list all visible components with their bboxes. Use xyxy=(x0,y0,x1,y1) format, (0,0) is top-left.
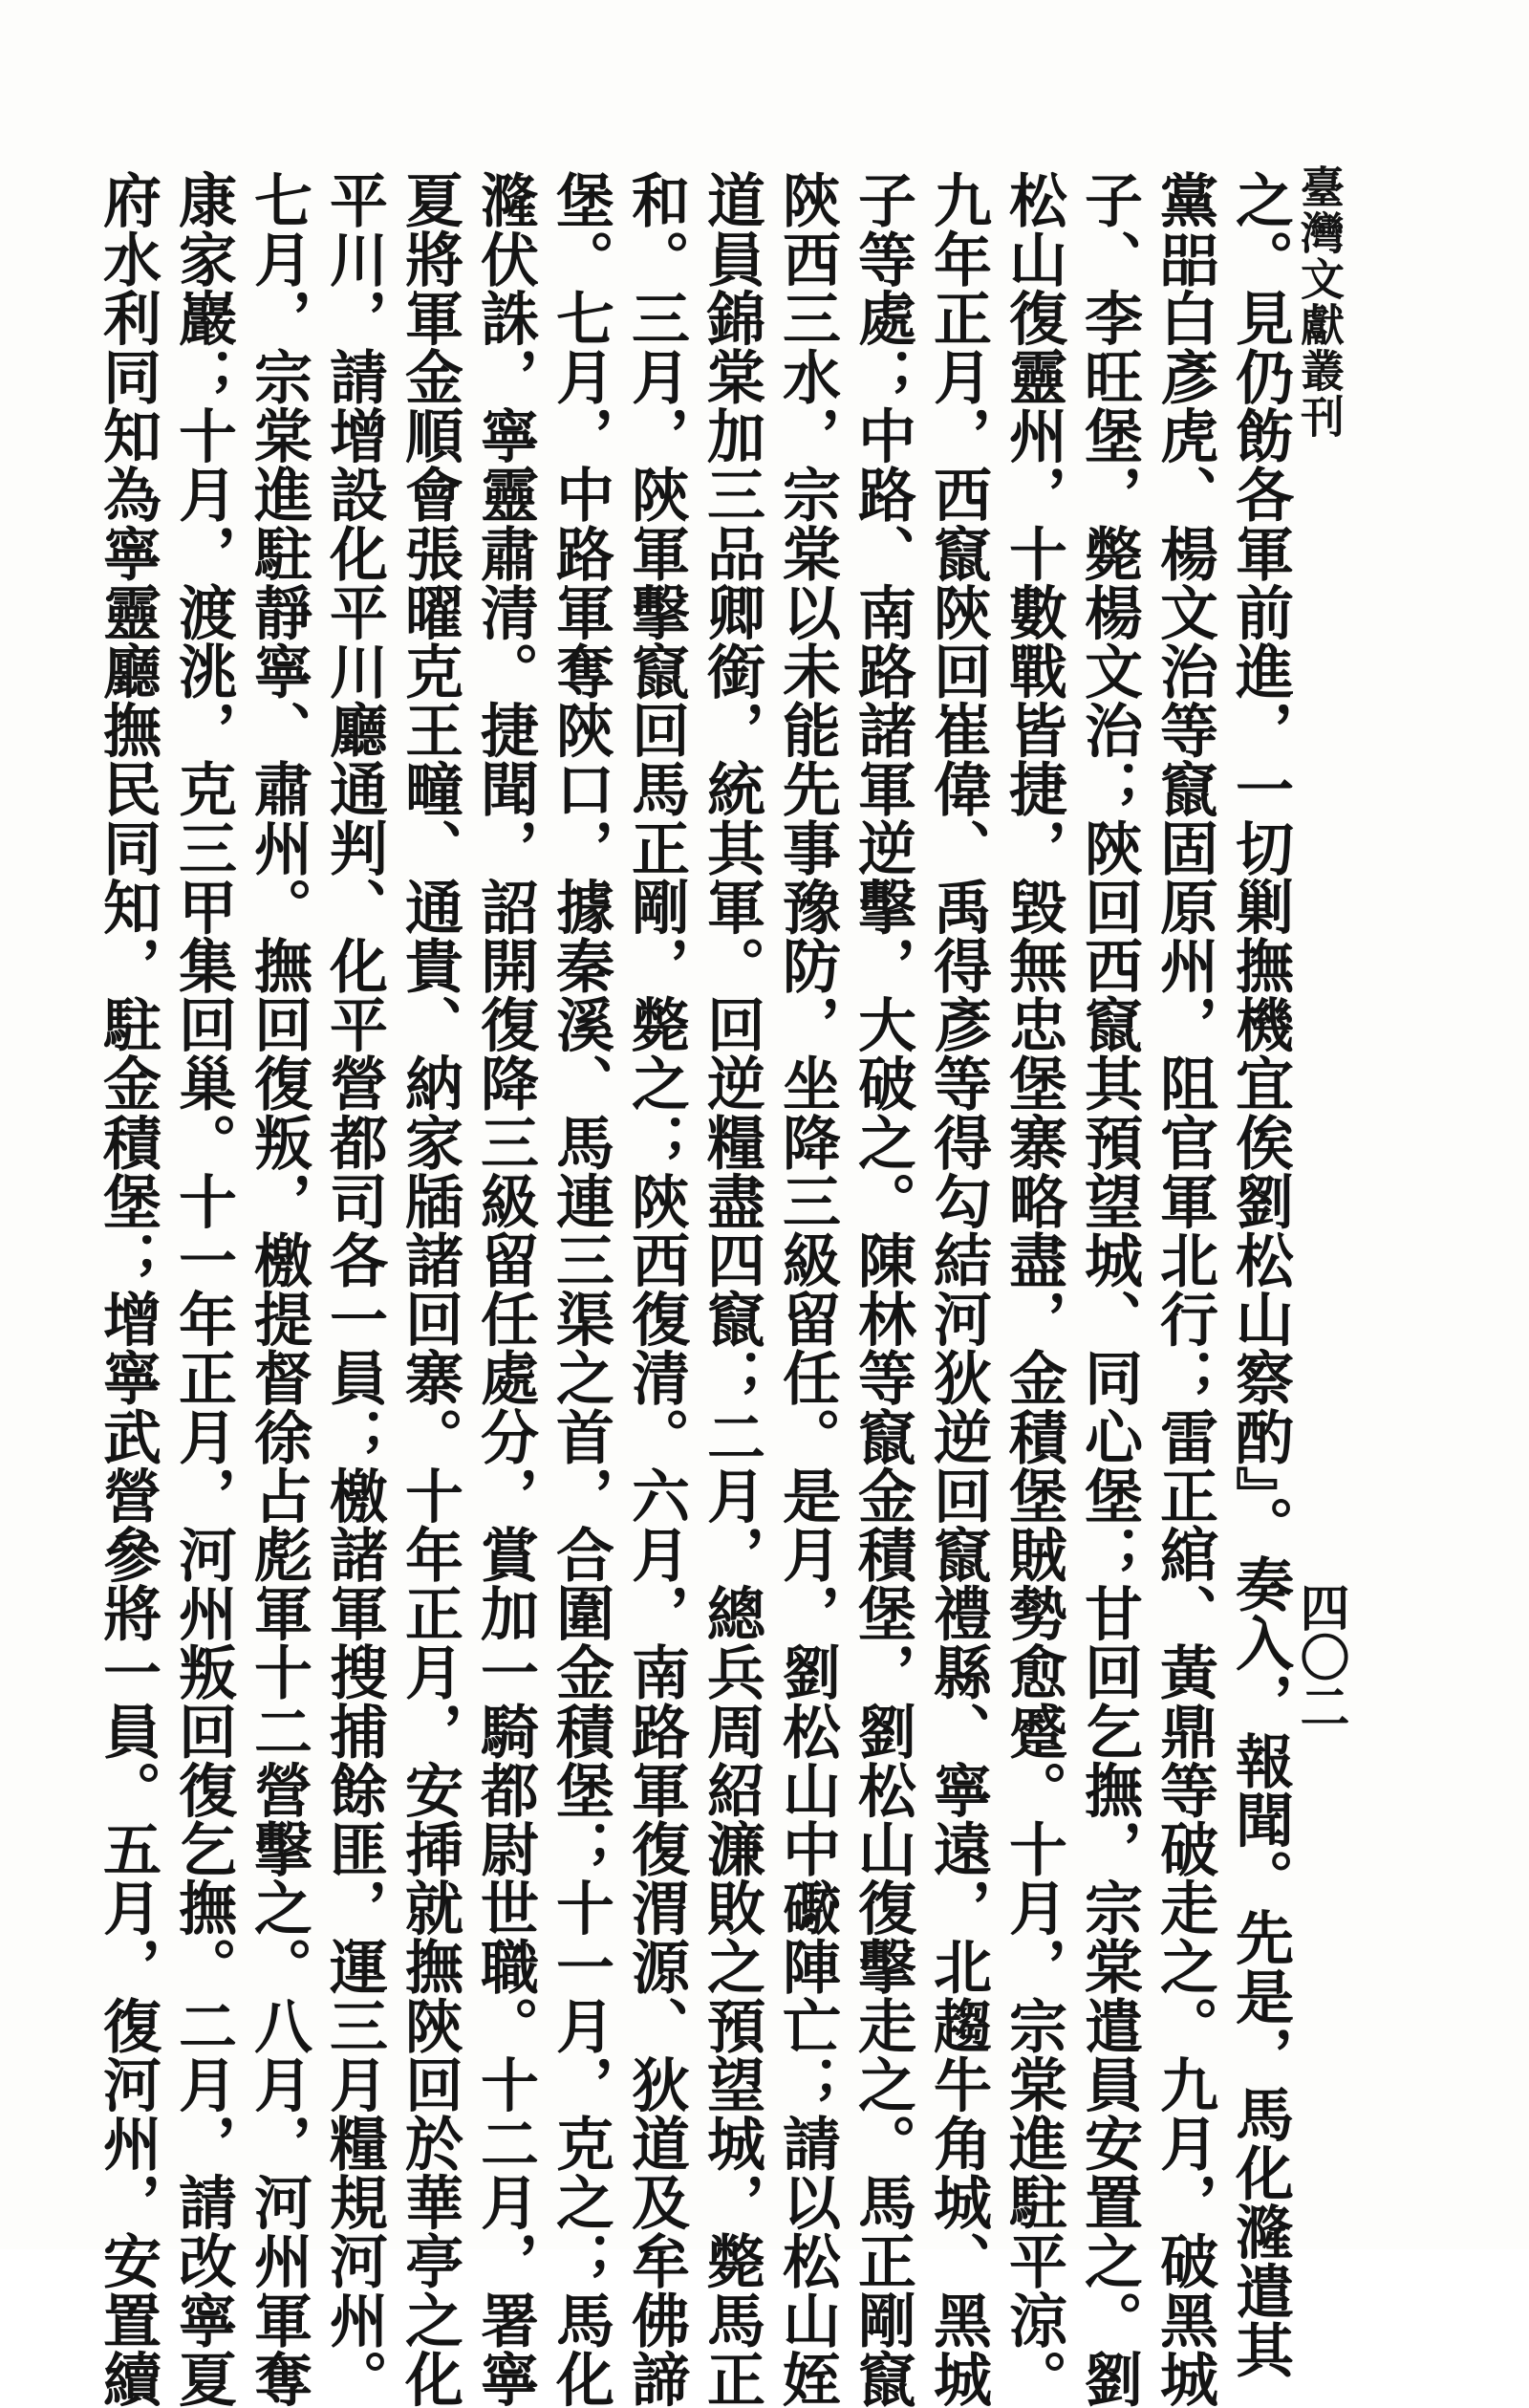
text-column: 七月，宗棠進駐靜寧、肅州。撫回復叛，檄提督徐占彪軍十二營擊之。八月，河州軍奪 xyxy=(245,170,312,2408)
text-column: 陝西三水，宗棠以未能先事豫防，坐降三級留任。是月，劉松山中礮陣亡；請以松山姪 xyxy=(773,170,841,2408)
text-column: 平川，請增設化平川廳通判、化平營都司各一員；檄諸軍搜捕餘匪，運三月糧規河州。 xyxy=(320,170,388,2408)
text-column: 松山復靈州，十數戰皆捷，毀無忠堡寨略盡，金積堡賊勢愈蹙。十月，宗棠進駐平涼。 xyxy=(1000,170,1067,2408)
text-column: 九年正月，西竄陝回崔偉、禹得彥等得勾結河狄逆回竄禮縣、寧遠，北趨牛角城、黑城 xyxy=(924,170,992,2408)
text-column: 子等處；中路、南路諸軍逆擊，大破之。陳林等竄金積堡，劉松山復擊走之。馬正剛竄 xyxy=(849,170,916,2408)
text-column: 黨㗊白彥虎、楊文治等竄固原州，阻官軍北行；雷正綰、黃鼎等破走之。九月，破黑城 xyxy=(1151,170,1218,2408)
text-column: 漋伏誅，寧靈肅清。捷聞，詔開復降三級留任處分，賞加一騎都尉世職。十二月，署寧 xyxy=(471,170,539,2408)
text-column: 堡。七月，中路軍奪陝口，據秦溪、馬連三渠之首，合圍金積堡；十一月，克之；馬化 xyxy=(547,170,614,2408)
text-column: 和。三月，陝軍擊竄回馬正剛，斃之；陝西復清。六月，南路軍復渭源、狄道及牟佛諦 xyxy=(622,170,690,2408)
page-number: 四〇二 xyxy=(1291,1582,1349,1731)
text-column: 子、李旺堡，斃楊文治；陝回西竄其預望城、同心堡；甘回乞撫，宗棠遣員安置之。劉 xyxy=(1075,170,1143,2408)
text-column: 夏將軍金順會張曜克王疃、通貴、納家牐諸回寨。十年正月，安揷就撫陝回於華亭之化 xyxy=(396,170,463,2408)
series-title: 臺灣文獻叢刊 xyxy=(1294,164,1346,440)
text-column: 康家巖；十月，渡洮，克三甲集回巢。十一年正月，河州叛回復乞撫。二月，請改寧夏 xyxy=(169,170,237,2408)
text-column: 之。見仍飭各軍前進，一切剿撫機宜俟劉松山察酌』。奏入，報聞。先是，馬化漋遣其 xyxy=(1226,170,1294,2379)
body-text xyxy=(94,170,1298,2408)
text-column: 道員錦棠加三品卿銜，統其軍。回逆糧盡四竄；二月，總兵周紹濂敗之預望城，斃馬正 xyxy=(698,170,765,2408)
text-column: 府水利同知為寧靈廳撫民同知，駐金積堡；增寧武營參將一員。五月，復河州，安置續 xyxy=(94,170,162,2408)
